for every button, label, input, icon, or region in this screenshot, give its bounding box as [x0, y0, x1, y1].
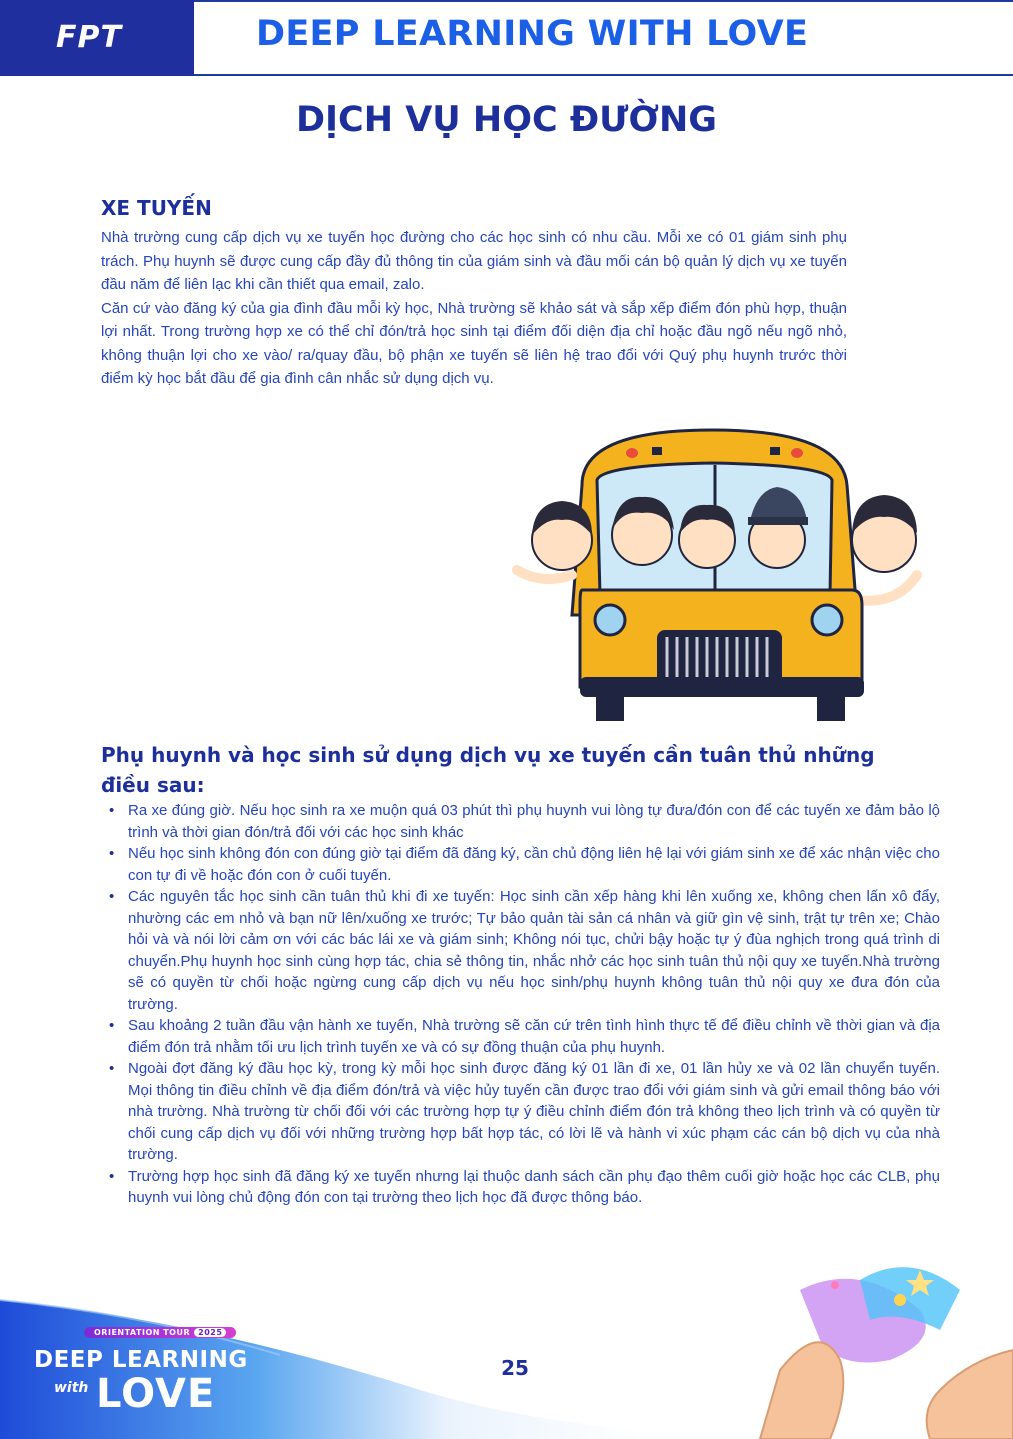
- header-title: DEEP LEARNING WITH LOVE: [256, 14, 809, 54]
- page-title: DỊCH VỤ HỌC ĐƯỜNG: [295, 100, 717, 140]
- section-heading-rules: Phụ huynh và học sinh sử dụng dịch vụ xe tuyến cần tuân thủ những điều sau:: [101, 743, 875, 797]
- orientation-tour-badge: [84, 1327, 236, 1338]
- event-logo-with: with: [54, 1380, 89, 1396]
- list-item: • Trường hợp học sinh đã đăng ký xe tuyến nhưng lại thuộc danh sách cần phụ đạo thêm cuối giờ hoặc học các CLB, phụ huynh vui lòng chủ động đón con tại trường theo lịch học đã được thông báo.: [128, 1166, 940, 1209]
- list-item: • Các nguyên tắc học sinh cần tuân thủ khi đi xe tuyến: Học sinh cần xếp hàng khi lên xuống xe, không chen lấn xô đẩy, nhường các em nhỏ và bạn nữ lên/xuống xe trước; Tự bảo quản tài sản cá nhân và giữ gìn vệ sinh, trật tự trên xe; Chào hỏi và và nói lời cảm ơn với các bác lái xe và giám sinh; Không nói tục, chửi bậy hoặc tự ý đùa nghịch trong quá trình di chuyển.Phụ huynh học sinh cùng hợp tác, chia sẻ thông tin, nhắc nhở các học sinh tuân thủ nội quy xe tuyến.Nhà trường sẽ có quyền từ chối hoặc ngừng cung cấp dịch vụ nếu học sinh/phụ huynh không tuân thủ nội quy xe đưa đón của trường.: [128, 886, 940, 1015]
- section-heading-bus: XE TUYẾN: [101, 196, 212, 220]
- list-item: • Ra xe đúng giờ. Nếu học sinh ra xe muộn quá 03 phút thì phụ huynh vui lòng tự đưa/đón con để các tuyến xe đảm bảo lộ trình và thời gian đón/trả đối với các học sinh khác: [128, 800, 940, 843]
- school-bus-illustration: [512, 425, 922, 725]
- header-top-rule: [194, 0, 1013, 2]
- list-item: • Ngoài đợt đăng ký đầu học kỳ, trong kỳ mỗi học sinh được đăng ký 01 lần đi xe, 01 lần hủy xe và 02 lần chuyển tuyến. Mọi thông tin điều chỉnh về địa điểm đón/trả và việc hủy tuyến cần được trao đổi với giám sinh và gửi email thông báo với nhà trường. Nhà trường từ chối đối với các trường hợp tự ý điều chỉnh điểm đón trả không theo lịch trình và có quyền từ chối cung cấp dịch vụ đối với những trường hợp bất hợp tác, có lời lẽ và hành vi xúc phạm các cán bộ dịch vụ của nhà trường.: [128, 1058, 940, 1166]
- fpt-logo: [0, 0, 194, 76]
- paragraph: Nhà trường cung cấp dịch vụ xe tuyến học đường cho các học sinh có nhu cầu. Mỗi xe có 01 giám sinh phụ trách. Phụ huynh sẽ được cung cấp đầy đủ thông tin của giám sinh và đầu mối cán bộ quản lý dịch vụ xe tuyến đầu năm để liên lạc khi cần thiết qua email, zalo.: [101, 229, 847, 293]
- fpt-logo-text: FPT: [56, 20, 122, 55]
- event-logo-love: LOVE: [96, 1371, 216, 1417]
- page-number: 25: [501, 1356, 529, 1380]
- badge-text: ORIENTATION TOUR: [94, 1328, 191, 1337]
- page-header: [0, 0, 1013, 76]
- event-logo-title: DEEP LEARNING: [34, 1347, 248, 1373]
- list-item: • Sau khoảng 2 tuần đầu vận hành xe tuyến, Nhà trường sẽ căn cứ trên tình hình thực tế để điều chỉnh về thời gian và địa điểm đón trả nhằm tối ưu lịch trình tuyến xe và có sự đồng thuận của phụ huynh.: [128, 1015, 940, 1058]
- paragraph: Căn cứ vào đăng ký của gia đình đầu mỗi kỳ học, Nhà trường sẽ khảo sát và sắp xếp điểm đón phù hợp, thuận lợi nhất. Trong trường hợp xe có thể chỉ đón/trả học sinh tại điểm đối diện địa chỉ hoặc đầu ngõ nếu ngõ nhỏ, không thuận lợi cho xe vào/ ra/quay đầu, bộ phận xe tuyến sẽ liên hệ trao đổi với Quý phụ huynh trước thời điểm kỳ học bắt đầu để gia đình cân nhắc sử dụng dịch vụ.: [101, 299, 847, 387]
- list-item: • Nếu học sinh không đón con đúng giờ tại điểm đã đăng ký, cần chủ động liên hệ lại với giám sinh xe để xác nhận việc cho con tự đi về hoặc đón con ở cuối tuyến.: [128, 843, 940, 886]
- hands-decoration: [740, 1250, 1013, 1439]
- badge-year: 2025: [194, 1328, 226, 1337]
- section-body-bus: [101, 226, 847, 391]
- header-rule: [194, 74, 1013, 76]
- rules-list: [101, 800, 940, 1209]
